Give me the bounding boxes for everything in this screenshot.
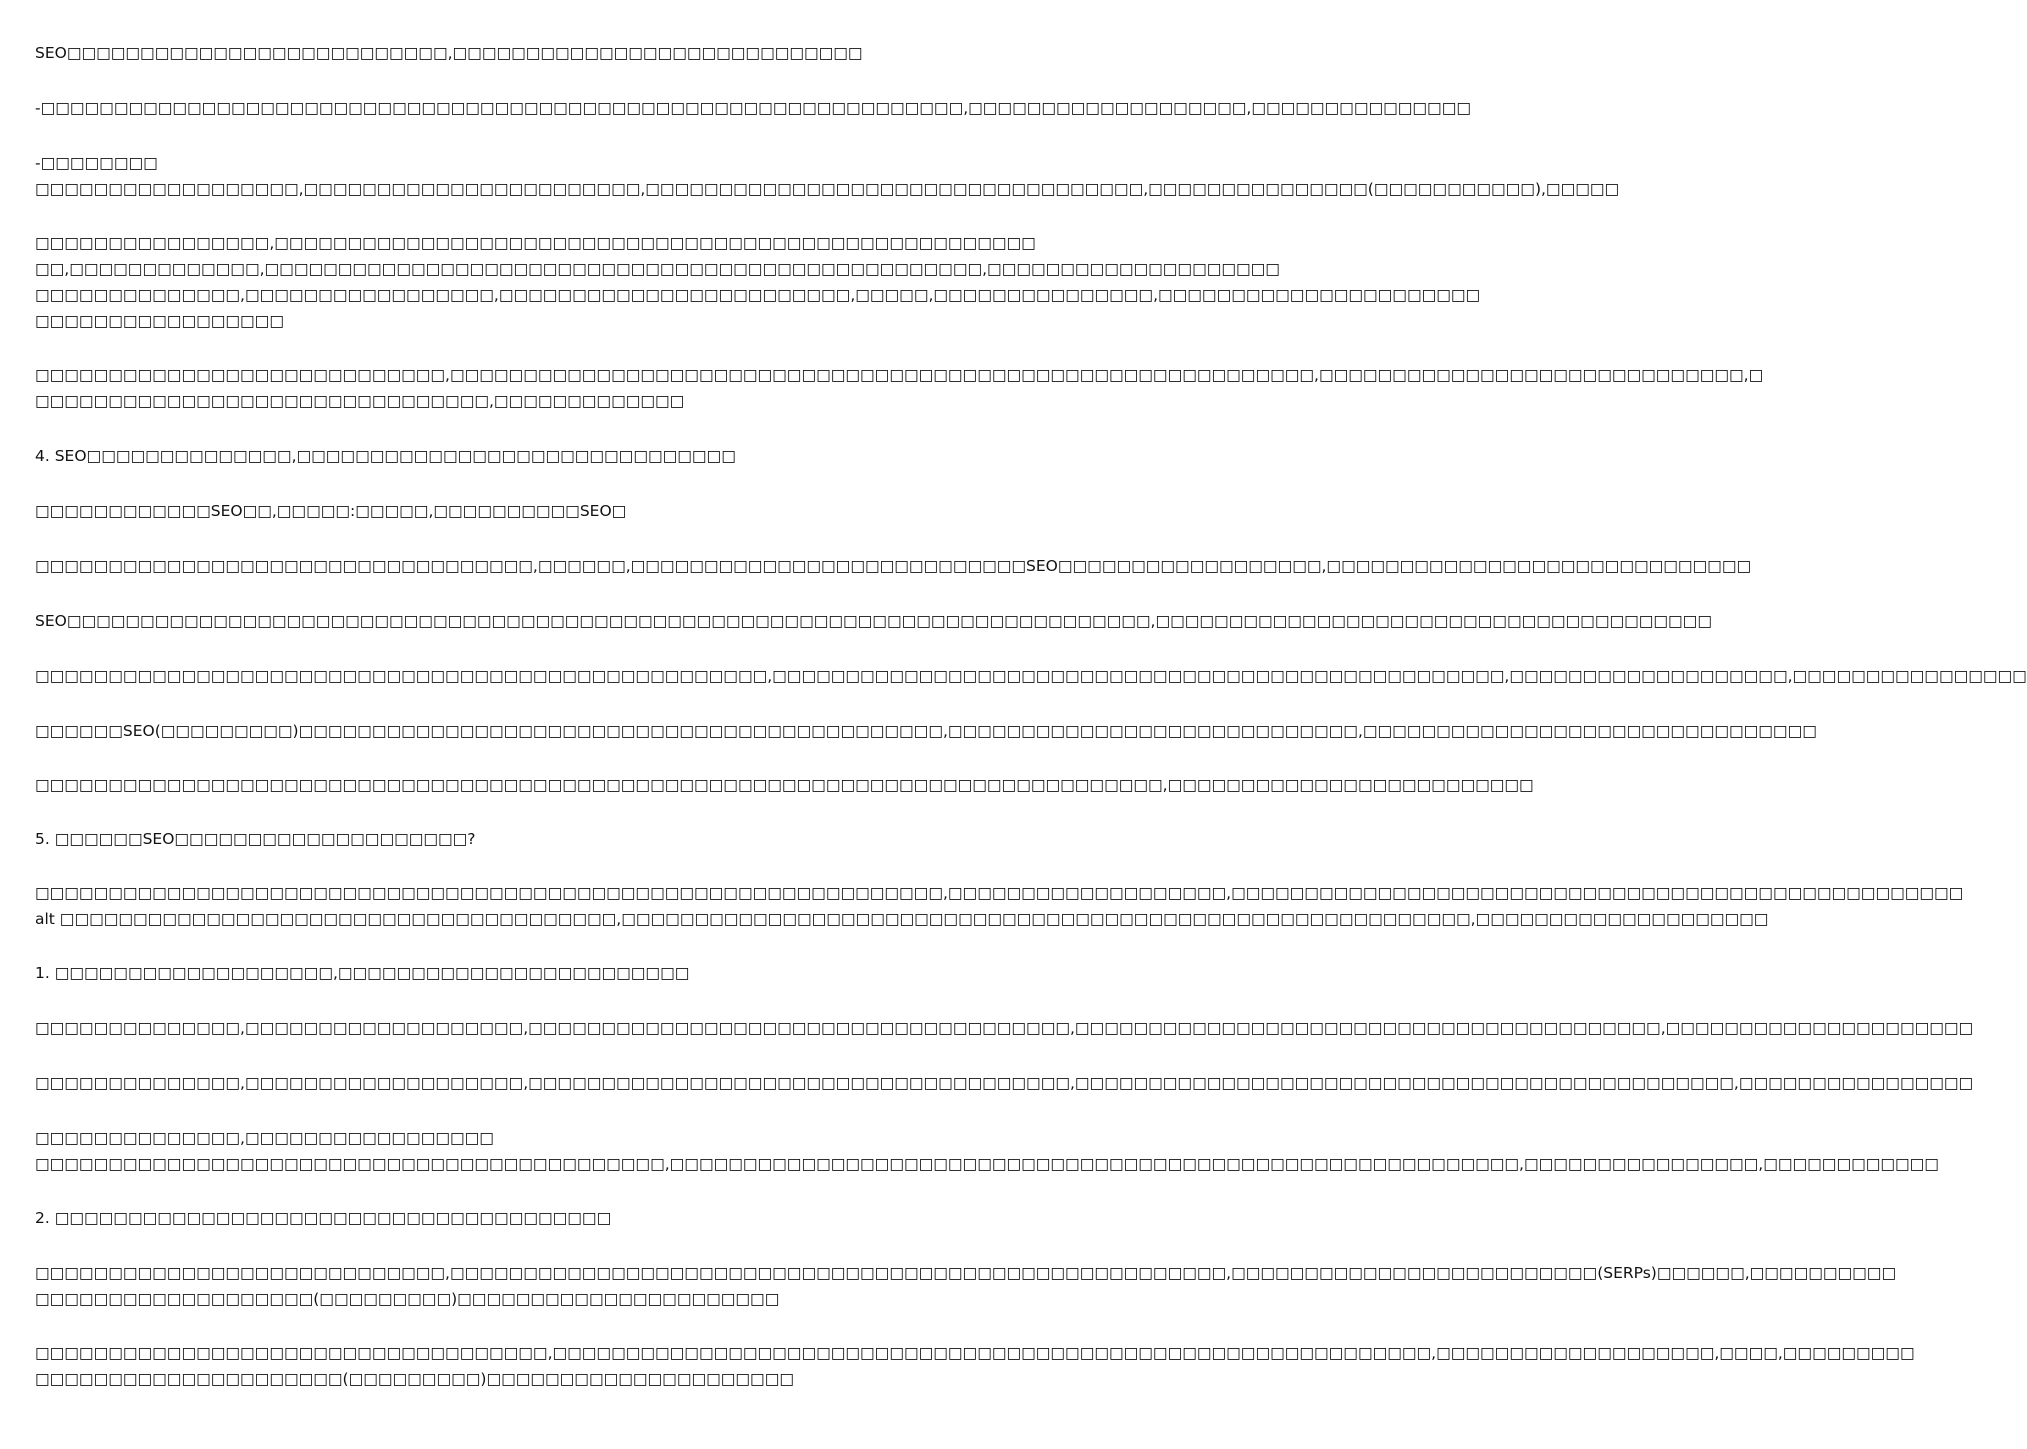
paragraph <box>35 663 2027 689</box>
paragraph <box>35 40 990 66</box>
text-line: alt □□□□□□□□□□□□□□□□□□□□□□□□□□□□□□□□□□□□□□,□□□□□□□□□□□□□□□□□□□□□□□□□□□□□□□□□□□□□□□□□□□□□□□□□□□□□□□□□□,□□□□□□□□□□□□□□□□□□□□ <box>35 910 1769 928</box>
paragraph <box>35 1205 990 1231</box>
text-line: □□□□□□□□□□□□□□,□□□□□□□□□□□□□□□□□,□□□□□□□□□□□□□□□□□□□□□□□□,□□□□□,□□□□□□□□□□□□□□□,□□□□□□□□□□□□□□□□□□□□□□ <box>35 286 1481 304</box>
text-line: □□□□□□□□□□□□□□□□□□□□□□□□□□□□,□□□□□□□□□□□□□□□□□□□□□□□□□□□□□□□□□□□□□□□□□□□□□□□□□□□□□,□□□□□□□□□□□□□□□□□□□□□□□□□(SERPs)□□□□□□,□□□□□□□□□□ <box>35 1264 1897 1282</box>
text-line: □□□□□□□□□□□□□□□□□□□□□□□□□□□□□□□□□□□□□□□□□□□,□□□□□□□□□□□□□□□□□□□□□□□□□□□□□□□□□□□□□□□□□□□□□□□□□□□□□□□□□□,□□□□□□□□□□□□□□□□,□□□□□□□□□□□□ <box>35 1155 1939 1173</box>
text-line: □□□□□□□□□□□□□□,□□□□□□□□□□□□□□□□□□□,□□□□□□□□□□□□□□□□□□□□□□□□□□□□□□□□□□□□□,□□□□□□□□□□□□□□□□□□□□□□□□□□□□□□□□□□□□□□□□,□□□□□□□□□□□□□□□□□□□□□ <box>35 1019 1974 1037</box>
text-line: □□□□□□SEO(□□□□□□□□□)□□□□□□□□□□□□□□□□□□□□□□□□□□□□□□□□□□□□□□□□□□□□,□□□□□□□□□□□□□□□□□□□□□□□□□□□□,□□□□□□□□□□□□□□□□□□□□□□□□□□□□□□□ <box>35 722 1817 740</box>
text-line: □□□□□□□□□□□□□□□□□□□□□□□□□□□□□□□□□□,□□□□□□,□□□□□□□□□□□□□□□□□□□□□□□□□□□SEO□□□□□□□□□□□□□□□□□□,□□□□□□□□□□□□□□□□□□□□□□□□□□□□□ <box>35 557 1752 575</box>
paragraph <box>35 230 1481 334</box>
paragraph <box>35 772 1534 798</box>
text-line: SEO□□□□□□□□□□□□□□□□□□□□□□□□□□□□□□□□□□□□□□□□□□□□□□□□□□□□□□□□□□□□□□□□□□□□□□□□□□,□□□□□□□□□□□□□□□□□□□□□□□□□□□□□□□□□□□□□□ <box>35 612 1712 630</box>
paragraph <box>35 960 990 986</box>
paragraph <box>35 1070 1974 1096</box>
paragraph <box>35 362 1764 414</box>
paragraph <box>35 443 990 469</box>
text-line: □□□□□□□□□□□□□□□□□□□□□□□□□□□□□□□□□□□□□□□□□□□□□□□□□□□□□□□□□□□□□□□□□□□□□□□□□□□□□,□□□□□□□□□□□□□□□□□□□□□□□□□ <box>35 776 1534 794</box>
paragraph <box>35 1340 1915 1392</box>
paragraph <box>35 498 990 524</box>
text-line: -□□□□□□□□ <box>35 154 158 172</box>
text-line: □□□□□□□□□□□□□□□□□□□□□□□□□□□□□□□,□□□□□□□□□□□□□ <box>35 392 685 410</box>
text-line: -□□□□□□□□□□□□□□□□□□□□□□□□□□□□□□□□□□□□□□□□□□□□□□□□□□□□□□□□□□□□□□□,□□□□□□□□□□□□□□□□□□□,□□□□□□□□□□□□□□□ <box>35 99 1471 117</box>
text-line: 4. SEO□□□□□□□□□□□□□□,□□□□□□□□□□□□□□□□□□□□□□□□□□□□□□ <box>35 447 736 465</box>
text-line: □□□□□□□□□□□□□□□□□□□□□(□□□□□□□□□)□□□□□□□□□□□□□□□□□□□□□ <box>35 1370 794 1388</box>
paragraph <box>35 608 1712 634</box>
text-line: □□□□□□□□□□□□□□□□□□,□□□□□□□□□□□□□□□□□□□□□□□,□□□□□□□□□□□□□□□□□□□□□□□□□□□□□□□□□□,□□□□□□□□□□□□□□□(□□□□□□□□□□□),□□□□□ <box>35 180 1620 198</box>
text-line: 2. □□□□□□□□□□□□□□□□□□□□□□□□□□□□□□□□□□□□□□ <box>35 1209 612 1227</box>
paragraph <box>35 95 1471 121</box>
text-line: □□□□□□□□□□□□□□,□□□□□□□□□□□□□□□□□ <box>35 1129 494 1147</box>
text-line: □□□□□□□□□□□□□□□□□□□□□□□□□□□□□□□□□□□□□□□□□□□□□□□□□□,□□□□□□□□□□□□□□□□□□□□□□□□□□□□□□□□□□□□□□□□□□□□□□□□□□,□□□□□□□□□□□□□□□□□□□,□□□□□□□□□□□□□□□□ <box>35 667 2027 685</box>
text-line: □□□□□□□□□□□□□□,□□□□□□□□□□□□□□□□□□□,□□□□□□□□□□□□□□□□□□□□□□□□□□□□□□□□□□□□□,□□□□□□□□□□□□□□□□□□□□□□□□□□□□□□□□□□□□□□□□□□□□□,□□□□□□□□□□□□□□□□ <box>35 1074 1974 1092</box>
text-line: 5. □□□□□□SEO□□□□□□□□□□□□□□□□□□□□? <box>35 830 476 848</box>
paragraph <box>35 826 990 852</box>
text-line: □□,□□□□□□□□□□□□□,□□□□□□□□□□□□□□□□□□□□□□□□□□□□□□□□□□□□□□□□□□□□□□□□□,□□□□□□□□□□□□□□□□□□□□ <box>35 260 1280 278</box>
text-line: □□□□□□□□□□□□□□□□□ <box>35 312 284 330</box>
paragraph <box>35 553 1752 579</box>
paragraph <box>35 1260 1897 1312</box>
paragraph <box>35 718 1817 744</box>
text-line: □□□□□□□□□□□□SEO□□,□□□□□:□□□□□,□□□□□□□□□□SEO□ <box>35 502 627 520</box>
text-line: 1. □□□□□□□□□□□□□□□□□□□,□□□□□□□□□□□□□□□□□□□□□□□□ <box>35 964 690 982</box>
paragraph <box>35 1125 1939 1177</box>
text-line: □□□□□□□□□□□□□□□□,□□□□□□□□□□□□□□□□□□□□□□□□□□□□□□□□□□□□□□□□□□□□□□□□□□□□ <box>35 234 1036 252</box>
text-line: SEO□□□□□□□□□□□□□□□□□□□□□□□□□□,□□□□□□□□□□□□□□□□□□□□□□□□□□□□ <box>35 44 863 62</box>
text-line: □□□□□□□□□□□□□□□□□□□□□□□□□□□□□□□□□□□□□□□□□□□□□□□□□□□□□□□□□□□□□□,□□□□□□□□□□□□□□□□□□□,□□□□□□□□□□□□□□□□□□□□□□□□□□□□□□□□□□□□□□□□□□□□□□□□□□ <box>35 884 1964 902</box>
text-line: □□□□□□□□□□□□□□□□□□□□□□□□□□□□□□□□□□□,□□□□□□□□□□□□□□□□□□□□□□□□□□□□□□□□□□□□□□□□□□□□□□□□□□□□□□□□□□□□,□□□□□□□□□□□□□□□□□□□,□□□□,□□□□□□□□□ <box>35 1344 1915 1362</box>
paragraph <box>35 1015 1974 1041</box>
text-line: □□□□□□□□□□□□□□□□□□□□□□□□□□□□,□□□□□□□□□□□□□□□□□□□□□□□□□□□□□□□□□□□□□□□□□□□□□□□□□□□□□□□□□□□,□□□□□□□□□□□□□□□□□□□□□□□□□□□□□,□ <box>35 366 1764 384</box>
paragraph <box>35 880 1964 932</box>
paragraph <box>35 150 1620 202</box>
text-line: □□□□□□□□□□□□□□□□□□□(□□□□□□□□□)□□□□□□□□□□□□□□□□□□□□□□ <box>35 1290 780 1308</box>
